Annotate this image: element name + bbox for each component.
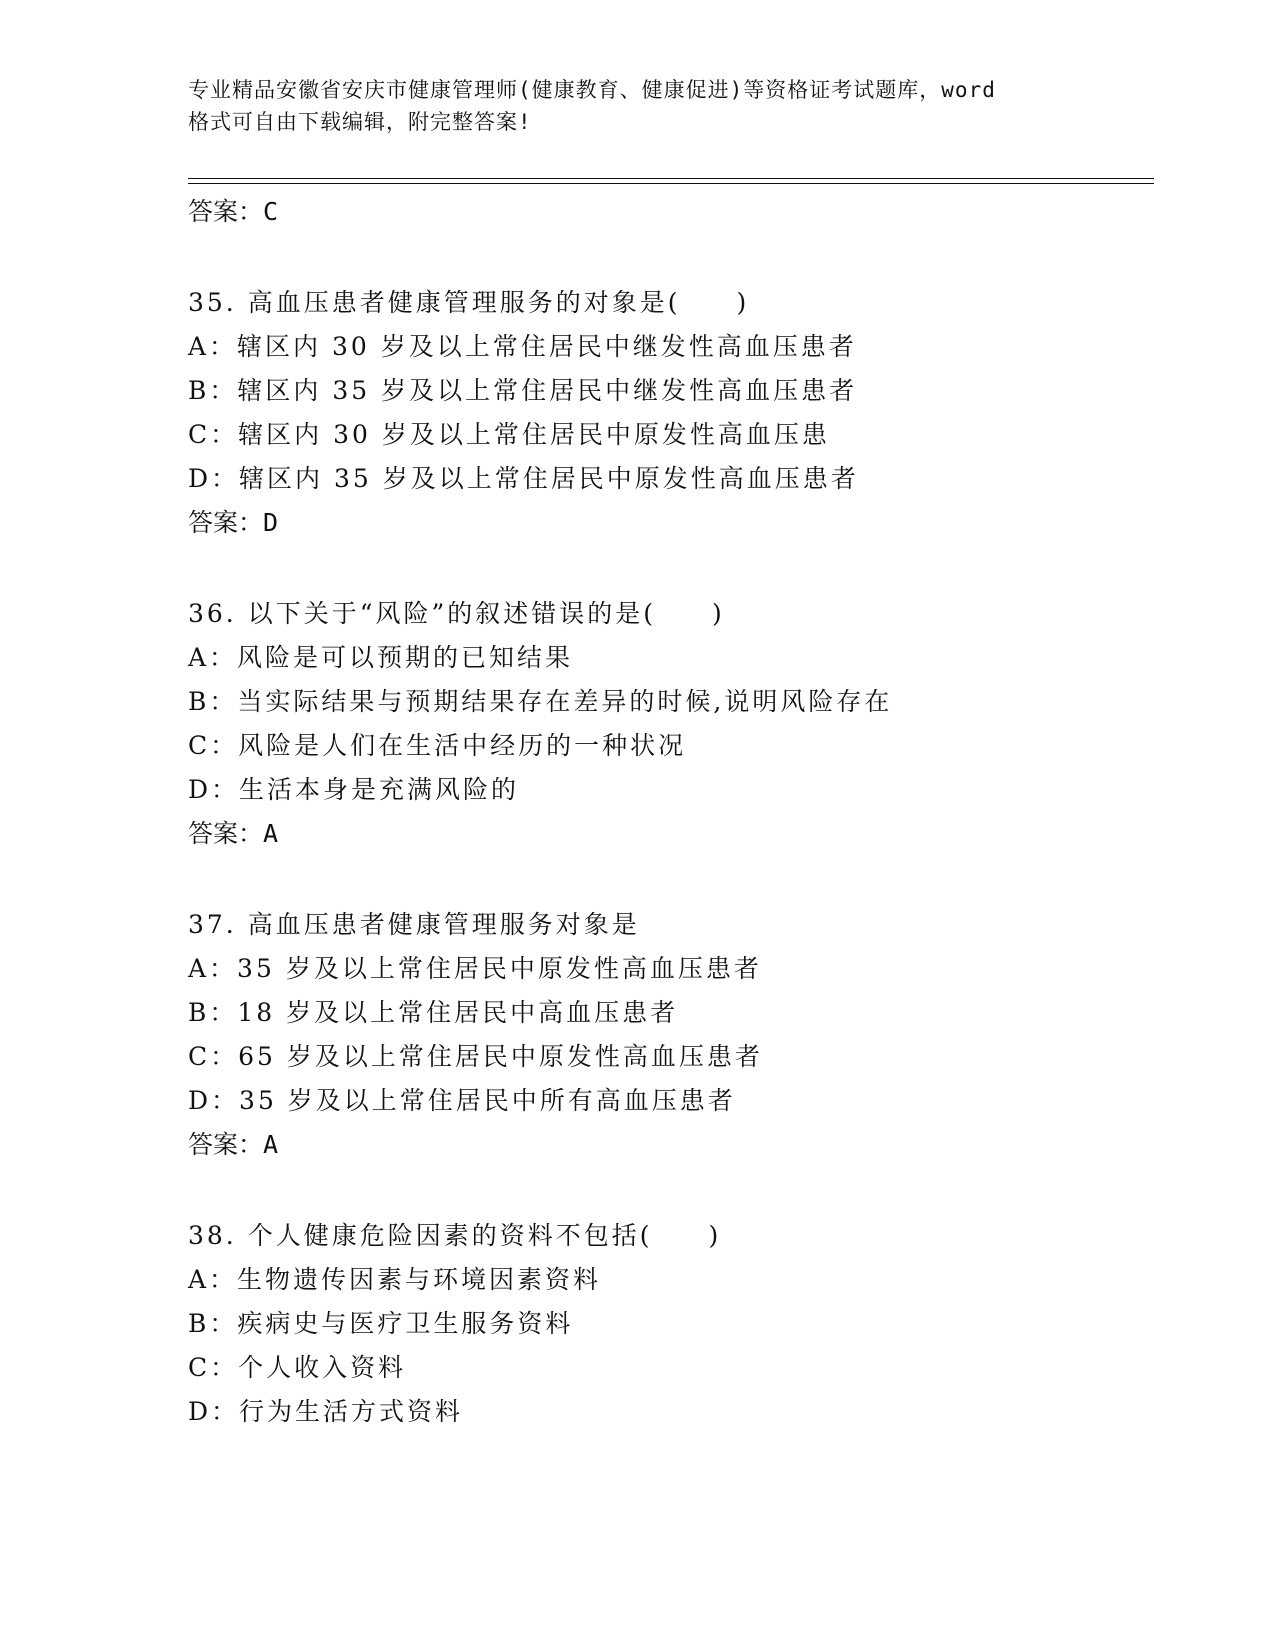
option-a: A：生物遗传因素与环境因素资料: [188, 1265, 602, 1294]
answer-value: C: [263, 197, 279, 226]
header-divider-top: [188, 178, 1154, 179]
option-b: B：疾病史与医疗卫生服务资料: [188, 1309, 574, 1338]
option-d: D：辖区内 35 岁及以上常住居民中原发性高血压患者: [188, 464, 859, 493]
answer-value: A: [263, 1130, 279, 1159]
question-title: 38. 个人健康危险因素的资料不包括( ): [188, 1221, 722, 1250]
question-title: 37. 高血压患者健康管理服务对象是: [188, 910, 640, 939]
question-title: 35. 高血压患者健康管理服务的对象是( ): [188, 288, 750, 317]
answer-line: [188, 812, 1154, 856]
option-b: B：18 岁及以上常住居民中高血压患者: [188, 998, 679, 1027]
answer-line: [188, 1123, 1154, 1167]
option-c: C：风险是人们在生活中经历的一种状况: [188, 731, 687, 760]
answer-line: [188, 501, 1154, 545]
question-37: [188, 903, 1154, 1167]
question-35: [188, 281, 1154, 545]
page-header: [188, 74, 1088, 138]
answer-label: 答案：: [188, 508, 264, 537]
question-38: [188, 1214, 1154, 1434]
option-a: A：风险是可以预期的已知结果: [188, 643, 574, 672]
question-list: [188, 190, 1154, 1434]
question-title: 36. 以下关于“风险”的叙述错误的是( ): [188, 599, 725, 628]
option-d: D：生活本身是充满风险的: [188, 775, 520, 804]
option-d: D：35 岁及以上常住居民中所有高血压患者: [188, 1086, 736, 1115]
option-b: B：辖区内 35 岁及以上常住居民中继发性高血压患者: [188, 376, 858, 405]
answer-label: 答案：: [188, 1130, 264, 1159]
option-c: C：个人收入资料: [188, 1353, 407, 1382]
option-a: A：35 岁及以上常住居民中原发性高血压患者: [188, 954, 762, 983]
answer-line: [188, 190, 1154, 234]
option-d: D：行为生活方式资料: [188, 1397, 464, 1426]
option-c: C：辖区内 30 岁及以上常住居民中原发性高血压患: [188, 420, 830, 449]
option-a: A：辖区内 30 岁及以上常住居民中继发性高血压患者: [188, 332, 857, 361]
option-b: B：当实际结果与预期结果存在差异的时候,说明风险存在: [188, 687, 893, 716]
answer-value: D: [263, 508, 279, 537]
answer-value: A: [263, 819, 279, 848]
header-divider-bottom: [188, 183, 1154, 184]
option-c: C：65 岁及以上常住居民中原发性高血压患者: [188, 1042, 763, 1071]
answer-label: 答案：: [188, 197, 264, 226]
header-line-1: 专业精品安徽省安庆市健康管理师(健康教育、健康促进)等资格证考试题库，word: [188, 78, 996, 102]
question-36: [188, 592, 1154, 856]
answer-label: 答案：: [188, 819, 264, 848]
header-line-2: 格式可自由下载编辑，附完整答案!: [188, 110, 532, 134]
